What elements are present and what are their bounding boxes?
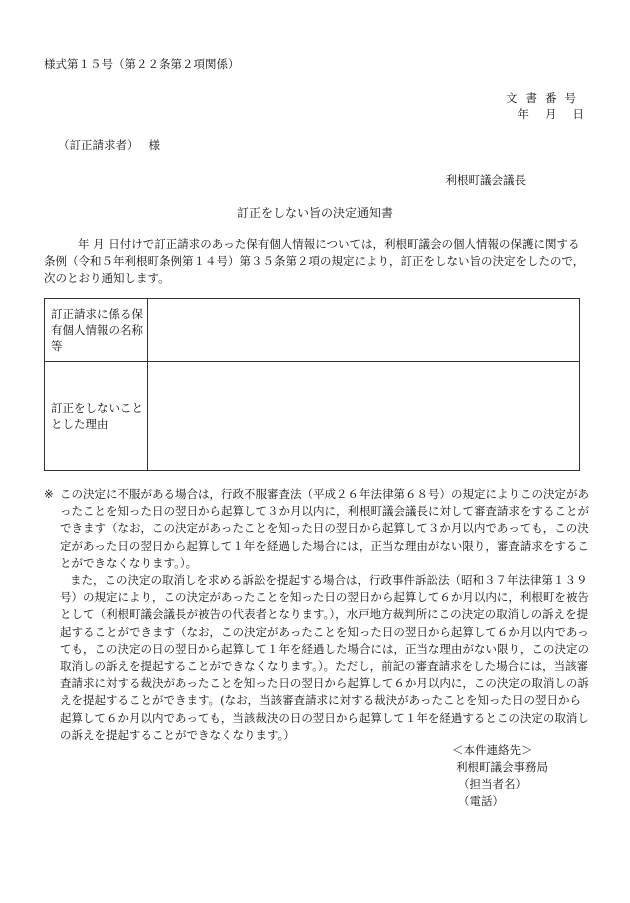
document-number-label: 文書番号 <box>506 91 584 105</box>
contact-block <box>452 742 548 810</box>
table-row <box>45 299 580 362</box>
row1-label: 訂正請求に係る保有個人情報の名称等 <box>45 299 148 362</box>
contact-phone: （電話） <box>458 794 504 808</box>
body-paragraph <box>44 236 589 287</box>
row1-value <box>148 299 580 362</box>
document-date <box>502 106 585 122</box>
date-month: 月 <box>545 107 557 121</box>
contact-heading: ＜本件連絡先＞ <box>452 743 533 757</box>
note-paragraph-2: また，この決定の取消しを求める訴訟を提起する場合は，行政事件訴訟法（昭和３７年法律第１３９号）の規定により，この決定があったことを知った日の翌日から起算して６か月以内に，利根町を被告として（利根町議会議長が被告の代表者となります。），水戸地方裁判所にこの決定の取消しの訴えを提起することができます（なお，この決定があったことを知った日の翌日から起算して６か月以内であっても，この決定の日の翌日から起算して１年を経過した場合には，正当な理由がない限り，この決定の取消しの訴えを提起することができなくなります。）。ただし，前記の審査請求をした場合には，当該審査請求に対する裁決があったことを知った日の翌日から起算して６か月以内に，この決定の取消しの訴えを提起することができます。(なお，当該審査請求に対する裁決があったことを知った日の翌日から起算して６か月以内であっても，当該裁決の日の翌日から起算して１年を経過するとこの決定の取消しの訴えを提起することができなくなります。） <box>60 573 589 742</box>
issuer-name: 利根町議会議長 <box>445 173 526 187</box>
contact-office: 利根町議会事務局 <box>456 760 548 774</box>
form-number: 様式第１５号（第２２条第２項関係） <box>44 57 240 71</box>
note-mark: ※ <box>44 487 54 501</box>
date-year: 年 <box>517 107 529 121</box>
document-title: 訂正をしない旨の決定通知書 <box>236 206 393 220</box>
body-text: 年 月 日付けで訂正請求のあった保有個人情報については，利根町議会の個人情報の保護に関する条例（令和５年利根町条例第１４号）第３５条第２項の規定により，訂正をしない旨の決定をしたので，次のとおり通知します。 <box>44 237 585 285</box>
row2-label: 訂正をしないこととした理由 <box>45 362 148 471</box>
note-paragraph-1: この決定に不服がある場合は，行政不服審査法（平成２６年法律第６８号）の規定によりこの決定があったことを知った日の翌日から起算して３か月以内に，利根町議会議長に対して審査請求をすることができます（なお，この決定があったことを知った日の翌日から起算して３か月以内であっても，この決定があった日の翌日から起算して１年を経過した場合には，正当な理由がない限り，審査請求をすることができなくなります。）。 <box>60 487 589 570</box>
table-row <box>45 362 580 471</box>
requester-label: （訂正請求者） <box>58 138 139 152</box>
contact-person: （担当者名） <box>458 777 527 791</box>
info-table <box>44 298 580 471</box>
row2-value <box>148 362 580 471</box>
requester-honorific: 様 <box>148 138 160 152</box>
appeal-notice <box>44 486 589 744</box>
date-day: 日 <box>572 107 584 121</box>
requester-line <box>58 137 160 153</box>
